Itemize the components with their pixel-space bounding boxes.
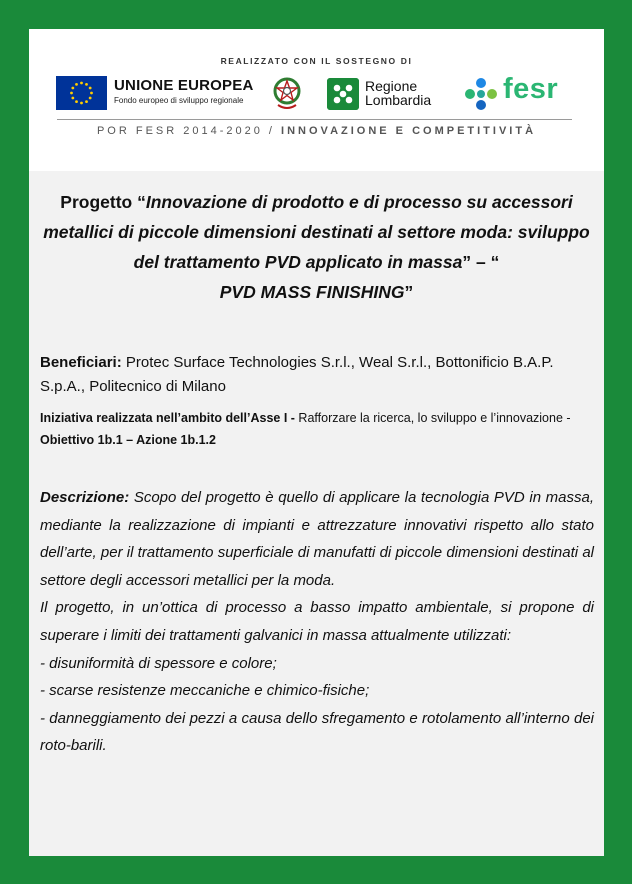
por-prefix: POR FESR 2014-2020 / — [96, 125, 275, 137]
eu-star-icon — [71, 87, 74, 90]
eu-subtitle: Fondo europeo di sviluppo regionale — [114, 96, 244, 105]
eu-title: UNIONE EUROPEA — [114, 77, 254, 94]
project-title — [29, 187, 604, 307]
por-divider — [57, 119, 572, 120]
beneficiaries-label: Beneficiari: — [40, 354, 122, 371]
description — [40, 484, 594, 760]
eu-star-icon — [80, 82, 83, 85]
eu-star-icon — [89, 97, 92, 100]
eu-star-icon — [85, 100, 88, 103]
description-paragraph-2: Il progetto, in un’ottica di processo a basso impatto ambientale, si propone di superare i limiti dei trattamenti galvanici in massa attualmente utilizzati: — [40, 599, 594, 644]
lombardia-rose-icon — [327, 78, 359, 110]
description-list-item: - danneggiamento dei pezzi a causa dello sfregamento e rotolamento all’interno dei roto-barili. — [40, 709, 594, 755]
initiative-label: Iniziativa realizzata nell’ambito dell’Asse I - — [40, 411, 295, 425]
eu-star-icon — [85, 83, 88, 86]
eu-star-icon — [70, 92, 73, 95]
content-panel — [29, 29, 604, 856]
title-suffix: ” — [404, 282, 414, 302]
description-list-item: - disuniformità di spessore e colore; — [40, 654, 277, 672]
title-mid: ” – “ — [462, 252, 500, 272]
title-italic-main: Innovazione di prodotto e di processo su accessori metallici di piccole dimensioni destinati al settore moda: sviluppo del trattamento PVD applicato in massa — [43, 192, 590, 272]
description-intro — [40, 484, 594, 594]
beneficiaries — [40, 351, 594, 399]
italian-republic-emblem-icon — [271, 74, 303, 112]
fesr-mark-icon — [463, 76, 499, 112]
description-label: Descrizione: — [40, 489, 130, 506]
title-prefix: Progetto “ — [60, 192, 146, 212]
eu-star-icon — [89, 87, 92, 90]
description-intro-text: Scopo del progetto è quello di applicare la tecnologia PVD in massa, mediante la realizzazione di impianti e attrezzature innovativi rispetto allo stato dell’arte, per il trattamento superficiale di manufatti di piccole dimensioni destinati al settore degli accessori metallici per la moda. — [40, 489, 594, 589]
region-lombardia-text — [365, 79, 431, 107]
por-fesr-line — [29, 125, 604, 137]
eu-star-icon — [75, 83, 78, 86]
initiative-text: Rafforzare la ricerca, lo sviluppo e l’innovazione - — [294, 411, 571, 425]
eu-star-icon — [80, 102, 83, 105]
logo-band — [29, 29, 604, 171]
initiative — [40, 407, 594, 451]
eu-star-icon — [71, 97, 74, 100]
eu-star-icon — [90, 92, 93, 95]
beneficiaries-text: Protec Surface Technologies S.r.l., Weal S.r.l., Bottonificio B.A.P. S.p.A., Politecnico di Milano — [40, 354, 554, 395]
fesr-logo-text: fesr — [503, 73, 559, 105]
initiative-objective: Obiettivo 1b.1 – Azione 1b.1.2 — [40, 433, 216, 447]
region-line-2: Lombardia — [365, 92, 432, 108]
eu-star-icon — [75, 100, 78, 103]
supported-by-label: REALIZZATO CON IL SOSTEGNO DI — [220, 56, 413, 66]
description-list-item: - scarse resistenze meccaniche e chimico-fisiche; — [40, 682, 370, 700]
title-italic-acronym: PVD MASS FINISHING — [219, 282, 405, 302]
eu-logo-text — [114, 77, 254, 105]
region-line-1: Regione — [365, 78, 418, 94]
por-suffix: INNOVAZIONE E COMPETITIVITÀ — [281, 125, 537, 137]
eu-flag-icon — [56, 76, 107, 110]
